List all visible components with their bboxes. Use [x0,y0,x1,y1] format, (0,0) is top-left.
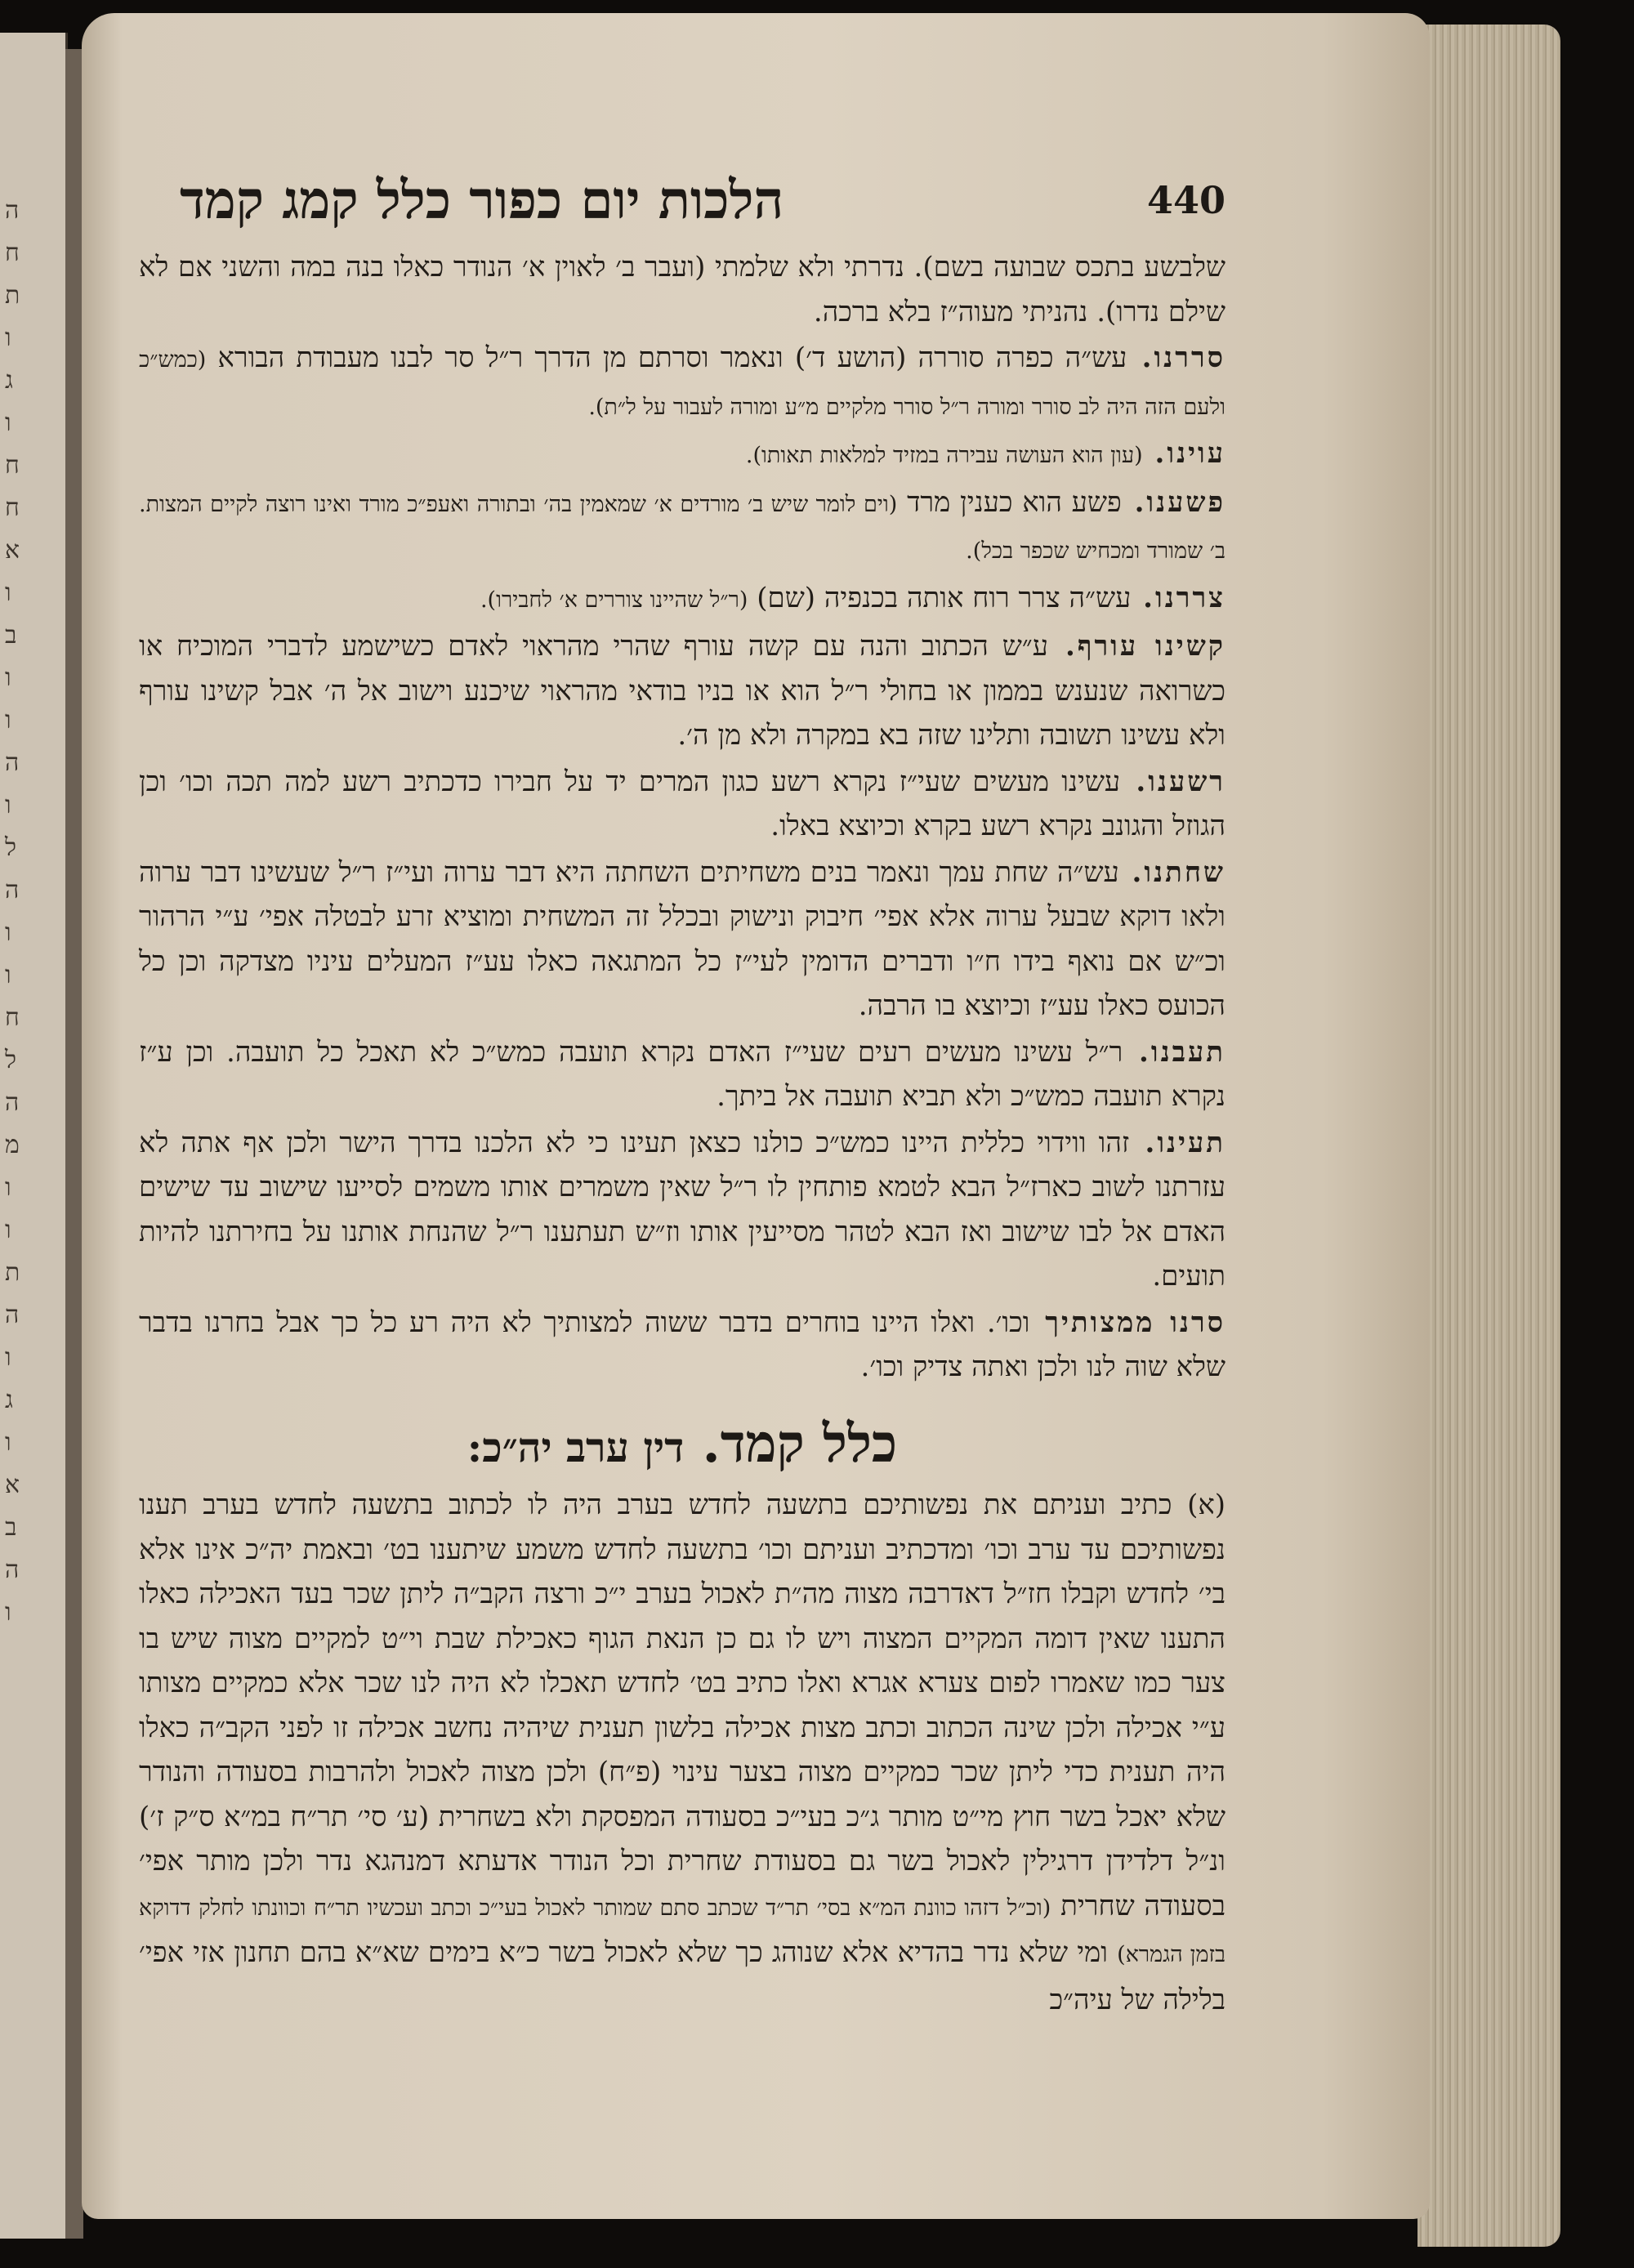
paragraph-term: פשענו. [1121,485,1226,519]
left-page-glyph: ב [5,1513,17,1542]
body-paragraph [139,850,1226,1029]
section-heading-rest: דין ערב יה״כ: [467,1423,685,1471]
left-page-glyph: ג [5,1386,13,1414]
left-page-glyph: ו [5,324,11,352]
body-paragraph [139,1301,1226,1390]
left-page-glyph: ו [5,1216,11,1244]
paragraph-term: רשענו. [1120,765,1226,798]
body-paragraph [139,1030,1226,1119]
body-paragraph [139,480,1226,574]
left-page-glyph: ו [5,1428,11,1457]
left-page-glyph: ל [5,1046,17,1074]
book-gutter [65,49,83,2239]
section-paragraph-note: (וכ״ל דזהו כוונת המ״א בסי׳ תר״ד שכתב סתם שמותר לאכול בעי״כ וכתב ועכשיו תר״ח וכוונתו לחלק דדוקא בזמן הגמרא) [139,1895,1226,1967]
left-page-glyph: ה [5,1301,20,1329]
paragraph-text: וכו׳. ואלו היינו בוחרים בדבר ששוה למצותיך לא היה רע כל כך אבל בחרנו בדבר שלא שוה לנו ולכן ואתה צדיק וכו׳. [139,1306,1226,1383]
left-page-glyph: ב [5,621,17,650]
left-page-glyph: ו [5,706,11,734]
body-paragraph [139,245,1226,334]
body-paragraph [139,1121,1226,1299]
paragraph-term: תעבנו. [1123,1035,1226,1069]
body-paragraph [139,336,1226,430]
left-page-text [5,196,54,1641]
left-page-glyph: ו [5,663,11,692]
page-edges [1417,25,1560,2247]
paragraph-note: (עון הוא העושה עבירה במזיד למלאות תאותו). [745,443,1143,468]
left-page-glyph: ח [5,451,20,480]
body-paragraph [139,624,1226,758]
left-page-glyph: ו [5,409,11,437]
paragraph-term: סרנו ממצותיך [1029,1306,1226,1339]
left-page-glyph: ו [5,961,11,989]
left-page-glyph: ו [5,791,11,819]
paragraph-term: עוינו. [1142,437,1226,470]
left-page-glyph: ח [5,493,20,522]
left-page-glyph: מ [5,1131,20,1159]
page-number: 440 [1146,178,1226,222]
paragraph-marker: (א) [1187,1489,1226,1521]
paragraph-text: ר״ל עשינו מעשים רעים שעי״ז האדם נקרא תועבה כמש״כ לא תאכל כל תועבה. וכן ע״ז נקרא תועבה כמש״כ ולא תביא תועבה אל ביתך. [139,1035,1226,1113]
left-page-glyph: ח [5,1003,20,1032]
left-page-glyph: ת [5,1258,20,1287]
section-paragraph-end: ומי שלא נדר בהדיא אלא שנוהג כך שלא לאכול בשר כ״א בימים שא״א בהם תחנון אזי אפי׳ בלילה של עיה״כ [139,1936,1226,2016]
paragraph-note: (ר״ל שהיינו צוררים א׳ לחבירו). [480,587,748,613]
body-paragraph [139,431,1226,479]
section-text [139,1483,1226,2022]
section-heading-main: כלל קמד. [702,1413,898,1475]
body-paragraph [139,760,1226,849]
body-paragraph [139,576,1226,623]
paragraph-text: ע״ש הכתוב והנה עם קשה עורף שהרי מהראוי לאדם כשישמע לדברי המוכיח או כשרואה שנענש בממון או בחולי ר״ל הוא או בניו בודאי מהראוי שיכנע וישוב אל ה׳ אבל קשינו עורף ולא עשינו תשובה ותלינו שזה בא במקרה ולא מן ה׳. [139,630,1226,752]
left-page-glyph: ו [5,1343,11,1372]
left-page-glyph: ו [5,1598,11,1627]
paragraph-note: (כמש״כ ולעם הזה היה לב סורר ומורה ר״ל סורר מלקיים מ״ע ומורה לעבור על ל״ת). [139,347,1226,420]
left-page-glyph: ה [5,748,20,777]
paragraph-text: עשינו מעשים שעי״ז נקרא רשע כגון המרים יד על חבירו כדכתיב רשע למה תכה וכו׳ וכן הגוזל והגונב נקרא רשע בקרא וכיוצא באלו. [139,765,1226,842]
left-page-glyph: ה [5,196,20,225]
left-page-glyph: א [5,1471,20,1499]
left-page-glyph: ג [5,366,13,395]
page-header [180,155,1226,245]
left-page-glyph: ה [5,1088,20,1117]
left-page-glyph: ח [5,239,20,267]
body-text [139,245,1226,1391]
section-paragraph: כתיב ועניתם את נפשותיכם בתשעה לחדש בערב היה לו לכתוב בתשעה לחדש בערב תענו נפשותיכם עד ערב וכו׳ ומדכתיב ועניתם וכו׳ בתשעה לחדש משמע שיתענו בט׳ ובאמת יה״כ אינו אלא בי׳ לחדש וקבלו חז״ל דאדרבה מצוה מה״ת לאכול בערב י״כ ורצה הקב״ה ליתן שכר בעד האכילה כאלו התענו שאין דומה המקיים המצוה ויש לו גם כן הנאת הגוף כאכילת שבת וי״ט למקיים מצוה שיש בו צער כמו שאמרו לפום צערא אגרא ואלו כתיב בט׳ לחדש תאכלו לא היה לנו שכר אלא כמקיים מצותו ע״י אכילה ולכן שינה הכתוב וכתב מצות אכילה בלשון תענית שיהיה נחשב אכילה זו לפני הקב״ה כאלו היה תענית כדי ליתן שכר כמקיים מצוה בצער עינוי (פ״ח) ולכן מצוה לאכול ולהרבות בסעודה והנודר שלא יאכל בשר חוץ מי״ט מותר ג״כ בעי״כ בסעודה המפסקת ולא בשחרית (ע׳ סי׳ תר״ח במ״א ס״ק ז׳) ונ״ל דלדידן דרגילין לאכול בשר גם בסעודת שחרית וכל הנודר אדעתא דמנהגא נדר ולכן מותר אפי׳ בסעודה שחרית [139,1489,1226,1922]
left-page-glyph: ה [5,1556,20,1584]
left-page-glyph: ו [5,918,11,947]
running-title: הלכות יום כפור כלל קמג קמד [180,169,784,231]
paragraph-text: עש״ה כפרה סוררה (הושע ד׳) ונאמר וסרתם מן הדרך ר״ל סר לבנו מעבודת הבורא [206,342,1127,374]
left-page-glyph: ת [5,281,20,310]
paragraph-text: פשע הוא כענין מרד [897,485,1122,519]
left-page-glyph: א [5,536,20,565]
left-page-glyph: ו [5,1173,11,1202]
paragraph-term: קשינו עורף. [1048,630,1226,663]
paragraph-term: סררנו. [1127,342,1226,374]
left-page-glyph: ל [5,833,17,862]
left-page-edge [0,33,68,2239]
paragraph-term: שחתנו. [1118,855,1226,889]
left-page-glyph: ה [5,876,20,904]
left-page-glyph: ו [5,578,11,607]
paragraph-text: שלבשע בתכס שבועה בשם). נדרתי ולא שלמתי (ועבר ב׳ לאוין א׳ הנודר כאלו בנה במה והשני אם לא שילם נדרו). נהניתי מעוה״ז בלא ברכה. [139,251,1226,328]
paragraph-text: זהו ווידוי כללית היינו כמש״כ כולנו כצאן תעינו כי לא הלכנו בדרך הישר ולכן אף אתה לא עזרתנו לשוב כארז״ל הבא לטמא פותחין לו ר״ל שאין משמרים אותו משמים לסייעו שישוב עד שישים האדם אל לבו שישוב ואז הבא לטהר מסייעין אותו וז״ש תעתענו ר״ל שהנחת אותנו על בחירתנו להיות תועים. [139,1126,1226,1292]
paragraph-term: תעינו. [1129,1126,1226,1159]
section-heading [139,1413,1226,1475]
paragraph-text: עש״ה צרר רוח אותה בכנפיה (שם) [748,581,1132,614]
paragraph-note: (וים לומר שיש ב׳ מורדים א׳ שמאמין בה׳ ובתורה ואעפ״כ מורד ואינו רוצה לקיים המצות. ב׳ שמורד ומכחיש שכפר בכל). [139,491,1226,564]
paragraph-text: עש״ה שחת עמך ונאמר בנים משחיתים השחתה היא דבר ערוה ועי״ז ר״ל שעשינו דבר ערוה ולאו דוקא שבעל ערוה אלא אפי׳ חיבוק ונישוק ובכלל זה המשחית ומוציא זרע לבטלה אפי׳ ע״י הרהור וכ״ש אם נואף בידו ח״ו ודברים הדומין לעי״ז כל המתגאה כאלו עע״ז המעלים עיניו מצדקה וכן כל הכועס כאלו עע״ז וכיוצא בו הרבה. [139,855,1226,1022]
paragraph-term: צררנו. [1131,581,1226,614]
